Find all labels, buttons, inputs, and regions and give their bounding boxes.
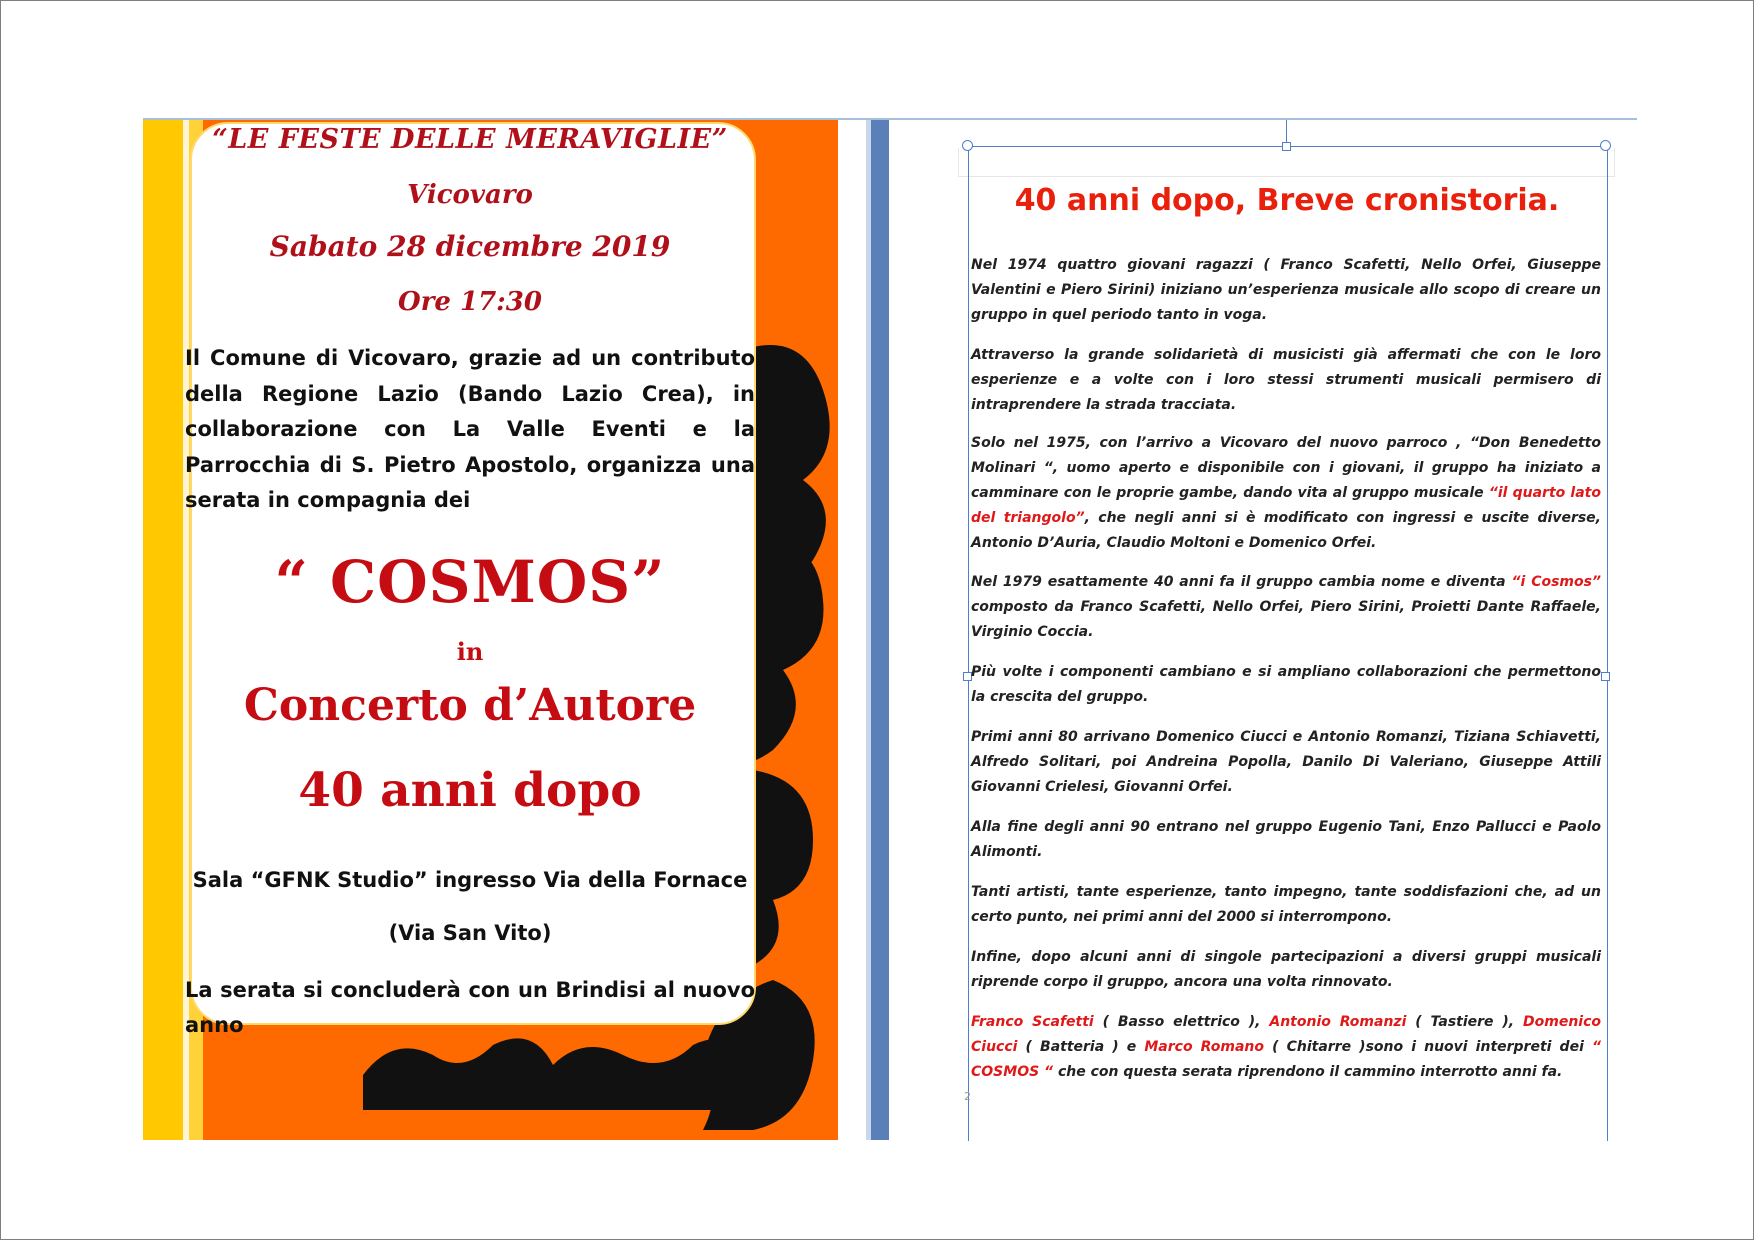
closing-paragraph: La serata si concluderà con un Brindisi al nuovo anno [185, 978, 755, 1037]
closing-text: che con questa serata riprendono il cammino interrotto anni fa. [1053, 1064, 1563, 1080]
history-paragraph-2: Attraverso la grande solidarietà di musicisti già affermati che con le loro esperienze e a volte con i loro stessi strumenti musicali permisero di intraprendere la strada tracciata. [971, 347, 1601, 413]
town-name: Vicovaro [407, 180, 533, 210]
p4-group-name: “i Cosmos” [1511, 574, 1601, 590]
p4-text-a: Nel 1979 esattamente 40 anni fa il gruppo cambia nome e diventa [971, 574, 1512, 590]
venue-line: Sala “GFNK Studio” ingresso Via della Fornace [192, 868, 748, 892]
intro-paragraph: Il Comune di Vicovaro, grazie ad un contributo della Regione Lazio (Bando Lazio Crea), in collaborazione con La Valle Eventi e la Parrocchia di S. Pietro Apostolo, organizza una serata in compagnia dei [185, 346, 755, 512]
page-number: 2 [964, 1090, 971, 1103]
history-paragraph-10 [971, 1010, 1601, 1085]
p4-text-c: composto da Franco Scafetti, Nello Orfei, Piero Sirini, Proietti Dante Raffaele, Virginio Coccia. [971, 599, 1601, 640]
member-name: Franco Scafetti [971, 1014, 1094, 1030]
festival-title: “LE FESTE DELLE MERAVIGLIE” [212, 124, 728, 155]
member-role: ( Batteria ) e [1017, 1039, 1145, 1055]
history-paragraph-5: Più volte i componenti cambiano e si ampliano collaborazioni che permettono la crescita del gruppo. [971, 664, 1601, 705]
member-name: Domenico Ciucci [971, 1014, 1602, 1055]
history-paragraph-3 [971, 431, 1601, 556]
band-name: “ COSMOS” [274, 548, 666, 616]
history-paragraph-8: Tanti artisti, tante esperienze, tanto impegno, tante soddisfazioni che, ad un certo punto, nei primi anni del 2000 si interrompono. [971, 884, 1601, 925]
history-paragraph-1: Nel 1974 quattro giovani ragazzi ( Franco Scafetti, Nello Orfei, Giuseppe Valentini e Piero Sirini) iniziano un’esperienza musicale allo scopo di creare un gruppo in quel periodo tanto in voga. [971, 257, 1601, 323]
member-role: ( Chitarre )sono i nuovi interpreti dei [1264, 1039, 1592, 1055]
page-gutter [871, 120, 889, 1140]
p3-text-a: Solo nel 1975, con l’arrivo a Vicovaro del nuovo parroco , “Don Benedetto Molinari “, uomo aperto e disponibile con i giovani, il gruppo ha iniziato a camminare con le proprie gambe, dando vita al gruppo musicale [971, 435, 1601, 501]
resize-handle-top-right[interactable] [1600, 140, 1611, 151]
venue-note: (Via San Vito) [388, 921, 552, 945]
member-name: Antonio Romanzi [1269, 1014, 1407, 1030]
event-time: Ore 17:30 [398, 287, 542, 317]
history-title: 40 anni dopo, Breve cronistoria. [1014, 183, 1560, 218]
in-label: in [456, 637, 484, 666]
p3-text-c: , che negli anni si è modificato con ingressi e uscite diverse, Antonio D’Auria, Claudio Moltoni e Domenico Orfei. [971, 510, 1601, 551]
member-name: Marco Romano [1144, 1039, 1264, 1055]
anniversary-title: 40 anni dopo [298, 763, 642, 818]
history-paragraph-4 [971, 570, 1601, 645]
resize-handle-top-left[interactable] [962, 140, 973, 151]
member-role: ( Basso elettrico ), [1093, 1014, 1270, 1030]
p3-group-name: “il quarto lato del triangolo” [971, 485, 1601, 526]
member-role: ( Tastiere ), [1406, 1014, 1523, 1030]
history-paragraph-6: Primi anni 80 arrivano Domenico Ciucci e Antonio Romanzi, Tiziana Schiavetti, Alfredo Solitari, poi Andreina Popolla, Danilo Di Valeriano, Giuseppe Attili Giovanni Crielesi, Giovanni Orfei. [971, 729, 1601, 795]
concert-title: Concerto d’Autore [243, 680, 697, 731]
band-name-red: “ COSMOS “ [971, 1039, 1601, 1080]
resize-handle-top[interactable] [1282, 142, 1291, 151]
resize-handle-right[interactable] [1601, 672, 1610, 681]
history-paragraph-7: Alla fine degli anni 90 entrano nel gruppo Eugenio Tani, Enzo Pallucci e Paolo Alimonti. [971, 819, 1601, 860]
event-date: Sabato 28 dicembre 2019 [269, 230, 671, 263]
rotate-handle-line [1286, 120, 1287, 142]
history-paragraph-9: Infine, dopo alcuni anni di singole partecipazioni a diversi gruppi musicali riprende corpo il gruppo, ancora una volta rinnovato. [971, 949, 1601, 990]
